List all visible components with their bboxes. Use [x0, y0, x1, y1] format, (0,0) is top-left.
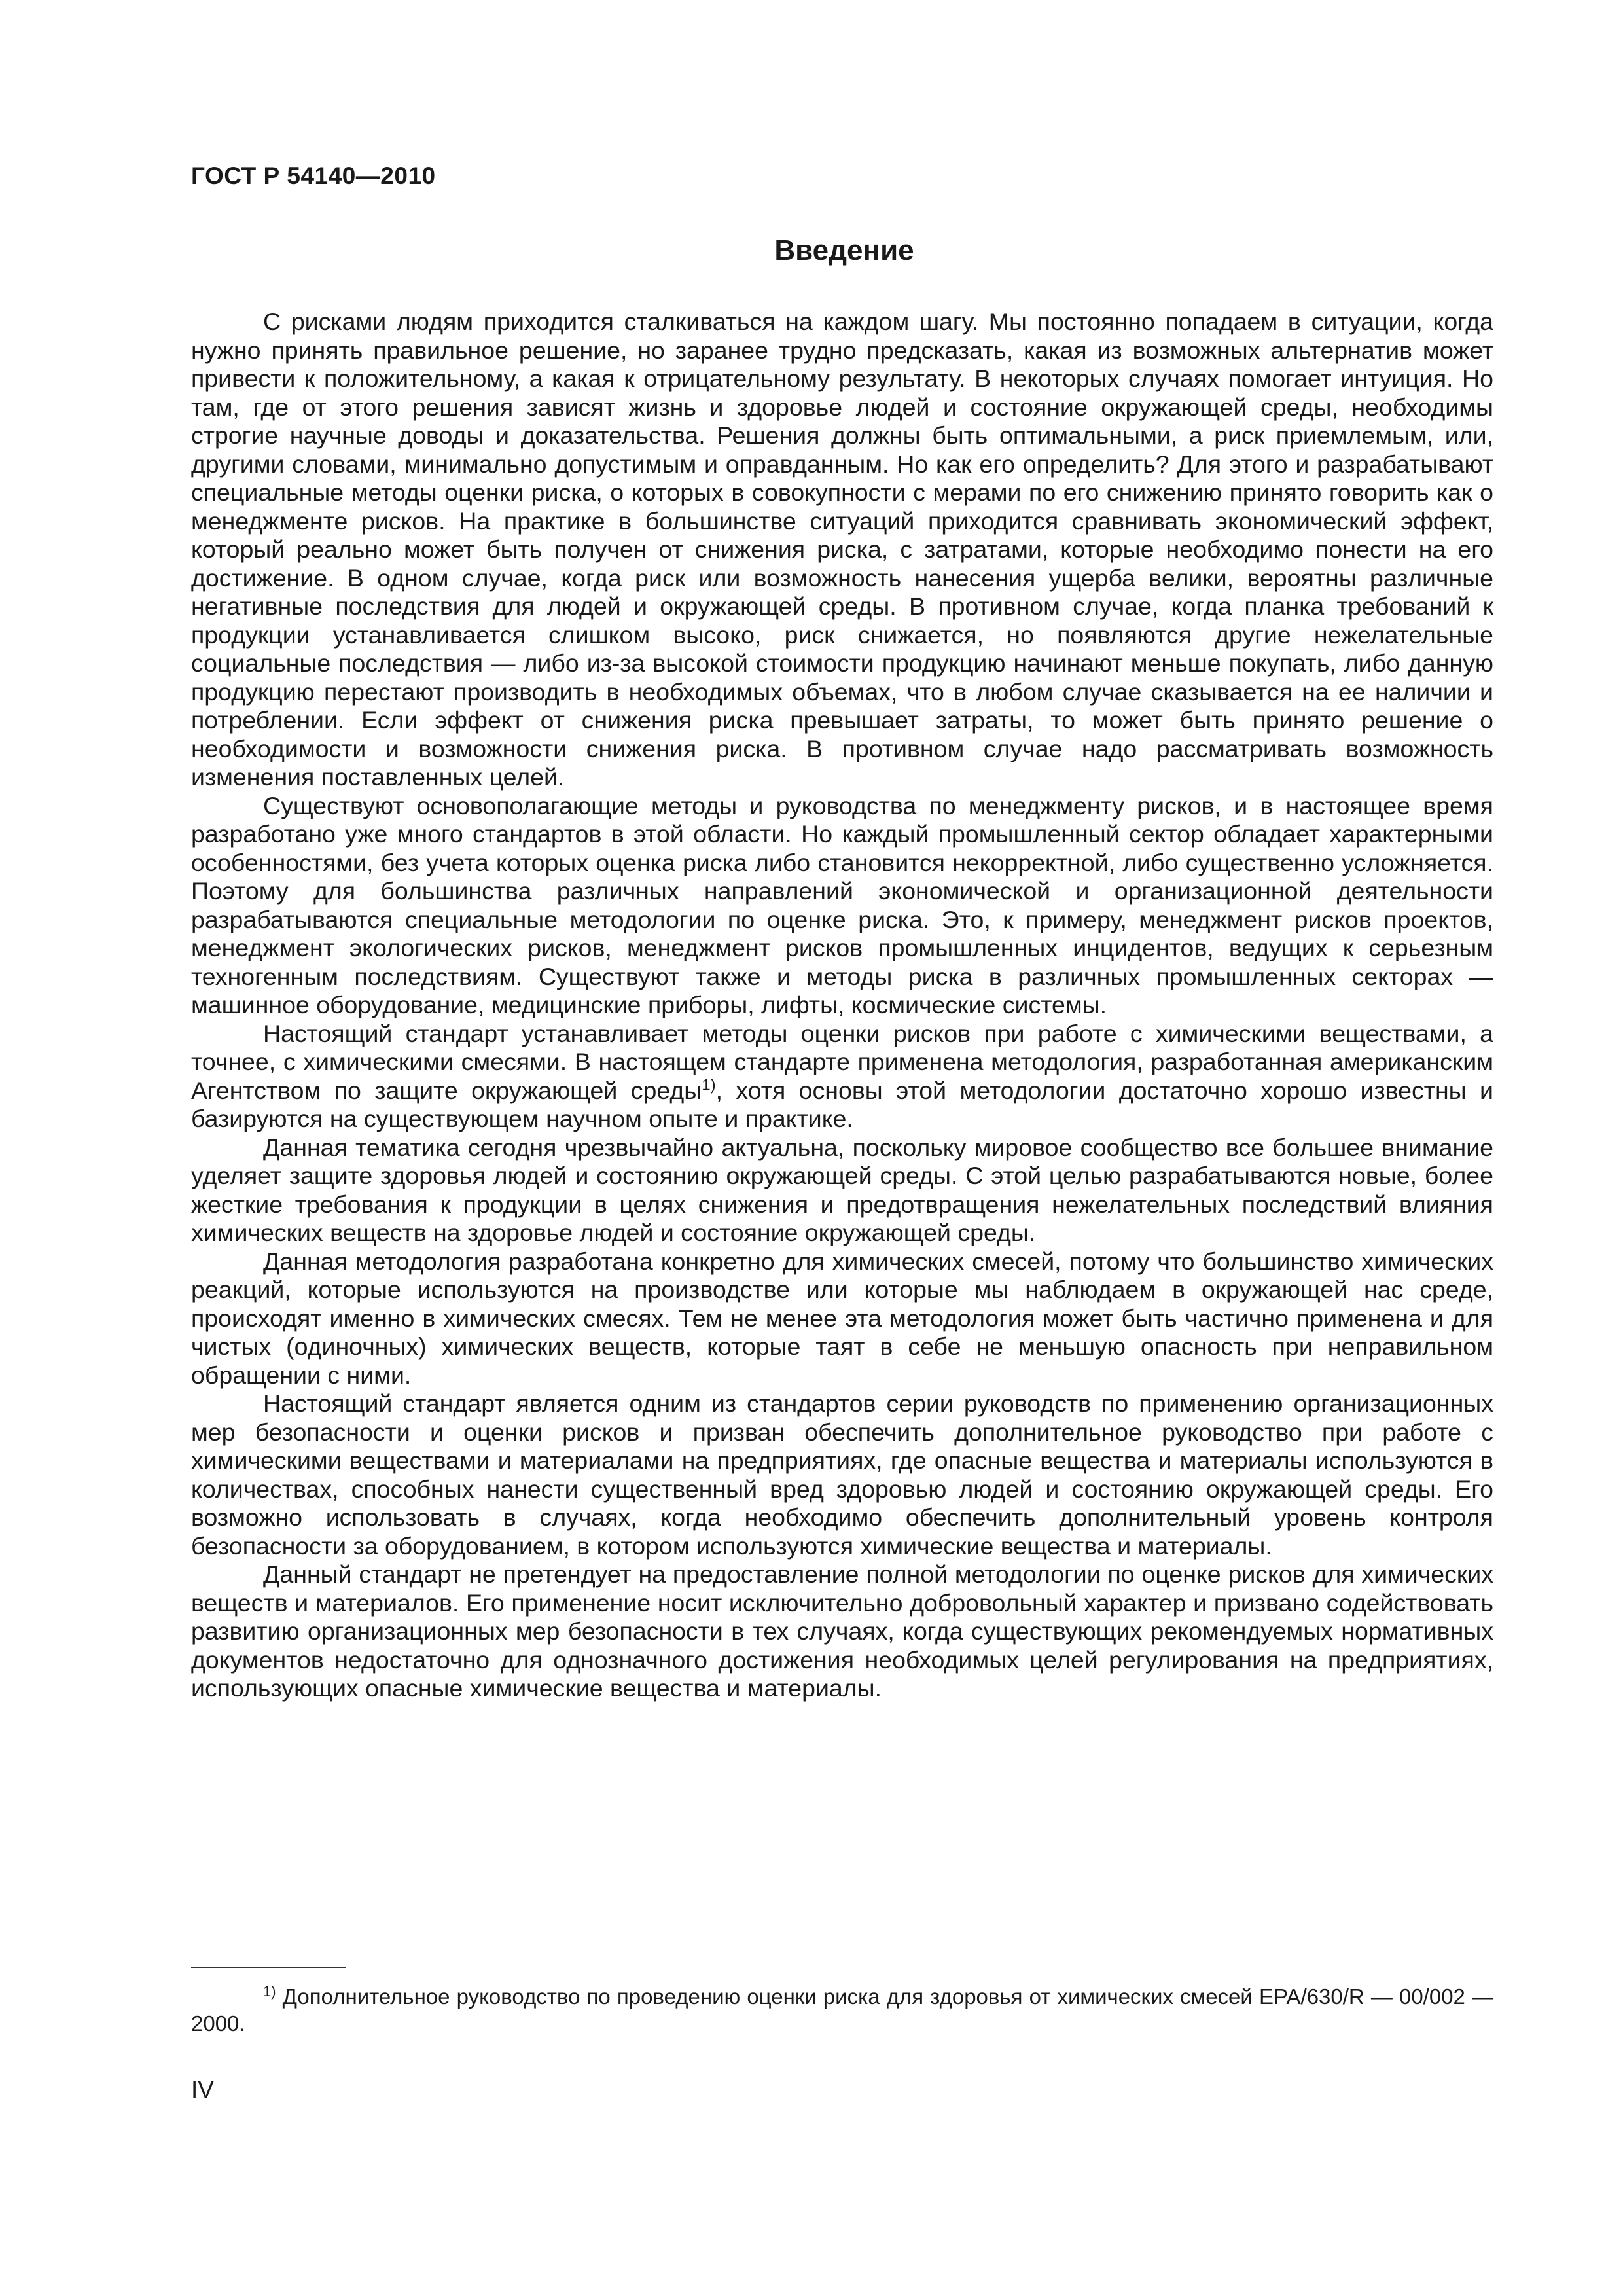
paragraph-5: Данная методология разработана конкретно для химических смесей, потому что большинство химических реакций, которые используются на производстве или которые мы наблюдаем в окружающей нас среде, происходят именно в химических смесях. Тем не менее эта методология может быть частично применена и для чистых (одиночных) химических веществ, которые таят в себе не меньшую опасность при неправильном обращении с ними. [191, 1247, 1493, 1389]
section-title: Введение [774, 234, 914, 266]
footnote [191, 1983, 1493, 2037]
paragraph-6: Настоящий стандарт является одним из стандартов серии руководств по применению организационных мер безопасности и оценки рисков и призван обеспечить дополнительное руководство при работе с химическими веществами и материалами на предприятиях, где опасные вещества и материалы используются в количествах, способных нанести существенный вред здоровью людей и состоянию окружающей среды. Его возможно использовать в случаях, когда необходимо обеспечить дополнительный уровень контроля безопасности за оборудованием, в котором используются химические вещества и материалы. [191, 1390, 1493, 1560]
document-code-header: ГОСТ Р 54140—2010 [191, 162, 436, 189]
page-number: IV [191, 2076, 214, 2103]
footnote-text: Дополнительное руководство по проведению оценки риска для здоровья от химических смесей EPA/630/R — 00/002 — 2000. [191, 1984, 1493, 2036]
paragraph-1: С рисками людям приходится сталкиваться на каждом шагу. Мы постоянно попадаем в ситуации, когда нужно принять правильное решение, но заранее трудно предсказать, какая из возможных альтернатив может привести к положительному, а какая к отрицательному результату. В некоторых случаях помогает интуиция. Но там, где от этого решения зависят жизнь и здоровье людей и состояние окружающей среды, необходимы строгие научные доводы и доказательства. Решения должны быть оптимальными, а риск приемлемым, или, другими словами, минимально допустимым и оправданным. Но как его определить? Для этого и разрабатывают специальные методы оценки риска, о которых в совокупности с мерами по его снижению принято говорить как о менеджменте рисков. На практике в большинстве ситуаций приходится сравнивать экономический эффект, который реально может быть получен от снижения риска, с затратами, которые необходимо понести на его достижение. В одном случае, когда риск или возможность нанесения ущерба велики, вероятны различные негативные последствия для людей и окружающей среды. В противном случае, когда планка требований к продукции устанавливается слишком высоко, риск снижается, но появляются другие нежелательные социальные последствия — либо из-за высокой стоимости продукцию начинают меньше покупать, либо данную продукцию перестают производить в необходимых объемах, что в любом случае сказывается на ее наличии и потреблении. Если эффект от снижения риска превышает затраты, то может быть принято решение о необходимости и возможности снижения риска. В противном случае надо рассматривать возможность изменения поставленных целей. [191, 308, 1493, 791]
paragraph-3-text-after: , хотя основы этой методологии достаточно хорошо известны и базируются на существующем научном опыте и практике. [191, 1076, 1493, 1132]
paragraph-7: Данный стандарт не претендует на предоставление полной методологии по оценке рисков для химических веществ и материалов. Его применение носит исключительно добровольный характер и призвано содействовать развитию организационных мер безопасности в тех случаях, когда существующих рекомендуемых нормативных документов недостаточно для однозначного достижения необходимых целей регулирования на предприятиях, использующих опасные химические вещества и материалы. [191, 1560, 1493, 1702]
paragraph-4: Данная тематика сегодня чрезвычайно актуальна, поскольку мировое сообщество все большее внимание уделяет защите здоровья людей и состоянию окружающей среды. С этой целью разрабатываются новые, более жесткие требования к продукции в целях снижения и предотвращения нежелательных последствий влияния химических веществ на здоровье людей и состояние окружающей среды. [191, 1133, 1493, 1246]
footnote-divider [191, 1967, 346, 1968]
footnote-reference: 1) [702, 1076, 716, 1094]
paragraph-3 [191, 1020, 1493, 1134]
paragraph-3-text-before: Настоящий стандарт устанавливает методы оценки рисков при работе с химическими веществами, а точнее, с химическими смесями. В настоящем стандарте применена методология, разработанная американским Агентством по защите окружающей среды [191, 1019, 1493, 1104]
paragraph-2: Существуют основополагающие методы и руководства по менеджменту рисков, и в настоящее время разработано уже много стандартов в этой области. Но каждый промышленный сектор обладает характерными особенностями, без учета которых оценка риска либо становится некорректной, либо существенно усложняется. Поэтому для большинства различных направлений экономической и организационной деятельности разрабатываются специальные методологии по оценке риска. Это, к примеру, менеджмент рисков проектов, менеджмент экологических рисков, менеджмент рисков промышленных инцидентов, ведущих к серьезным техногенным последствиям. Существуют также и методы риска в различных промышленных секторах — машинное оборудование, медицинские приборы, лифты, космические системы. [191, 791, 1493, 1018]
body-text [191, 308, 1493, 1703]
footnote-mark: 1) [263, 1983, 276, 2000]
